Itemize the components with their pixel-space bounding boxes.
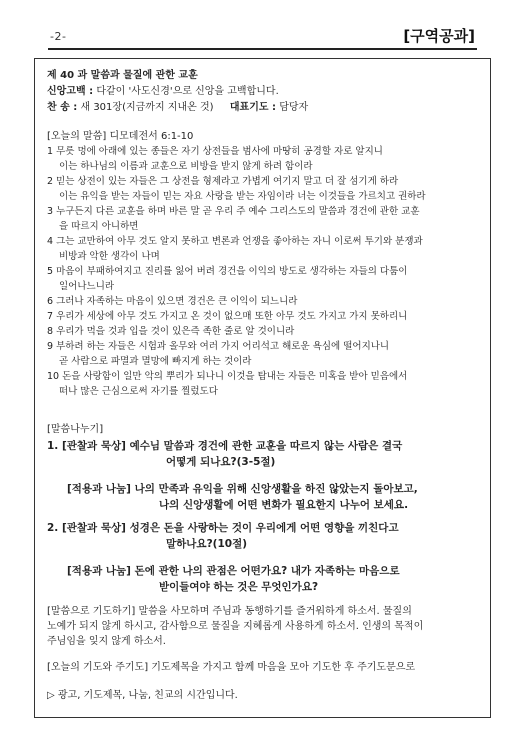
section-tag: [구역공과]	[403, 27, 475, 45]
verse-line: 떠나 많은 근심으로써 자기를 찔렀도다	[59, 386, 218, 397]
prayer-text-2: 노예가 되지 않게 하시고, 감사함으로 물질을 지혜롭게 사용하게 하소서. 인생의 목적이	[47, 621, 424, 632]
a2-text-cont: 받이들여야 하는 것은 무엇인가요?	[159, 581, 319, 593]
q1-label: 1. [관찰과 묵상]	[47, 440, 126, 452]
a1-text: 나의 만족과 유익을 위해 신앙생활을 하진 않았는지 돌아보고,	[134, 483, 418, 495]
today-prayer-heading: [오늘의 기도와 주기도]	[47, 662, 149, 673]
prayer-section	[47, 605, 412, 619]
header-divider	[48, 48, 477, 50]
page-number: -2-	[50, 30, 67, 43]
answer-2	[67, 564, 400, 578]
verse-line: 이는 하나님의 이름과 교훈으로 비방을 받지 않게 하려 함이라	[59, 161, 313, 172]
q1-text-cont: 어떻게 되나요?(3-5절)	[166, 456, 276, 468]
verse-line: 8 우리가 먹을 것과 입을 것이 있은즉 족한 줄로 알 것이니라	[47, 326, 295, 337]
verse-line: 4 그는 교만하여 아무 것도 알지 못하고 변론과 언쟁을 좋아하는 자니 이로써 투기와 분쟁과	[47, 236, 423, 247]
hymn-label: 찬 송 :	[47, 102, 78, 113]
today-prayer-text: 기도제목을 가지고 함께 마음을 모아 기도한 후 주기도문으로	[151, 662, 416, 673]
lesson-box	[34, 58, 491, 718]
a2-text: 돈에 관한 나의 관점은 어떤가요? 내가 자족하는 마음으로	[134, 565, 400, 577]
hymn-row	[47, 101, 308, 115]
verse-line: 10 돈을 사랑함이 일만 악의 뿌리가 되나니 이것을 탐내는 자들은 미혹을 받아 믿음에서	[47, 371, 408, 382]
verse-line: 5 마음이 부패하여지고 진리를 잃어 버려 경건을 이익의 방도로 생각하는 자들의 다툼이	[47, 266, 408, 277]
a2-label: [적용과 나눔]	[67, 565, 131, 577]
q2-text: 성경은 돈을 사랑하는 것이 우리에게 어떤 영향을 끼친다고	[129, 522, 399, 534]
hymn-text: 새 301장(지금까지 지내온 것)	[80, 102, 214, 113]
confession-row	[47, 85, 279, 99]
prayer-heading: [말씀으로 기도하기]	[47, 606, 136, 617]
verse-line: 2 믿는 상전이 있는 자들은 그 상전을 형제라고 가볍게 여기지 말고 더 잘 섬기게 하라	[47, 176, 399, 187]
verse-line: 6 그러나 자족하는 마음이 있으면 경건은 큰 이익이 되느니라	[47, 296, 298, 307]
announcement: ▷ 광고, 기도제목, 나눔, 친교의 시간입니다.	[47, 690, 238, 701]
lesson-title: 제 40 과 말씀과 물질에 관한 교훈	[47, 70, 198, 81]
confession-text: 다같이 '사도신경'으로 신앙을 고백합니다.	[96, 86, 279, 97]
scripture-heading-row	[47, 130, 193, 144]
question-1	[47, 439, 402, 453]
verse-line: 을 따르지 아니하면	[59, 221, 139, 232]
a1-text-cont: 나의 신앙생활에 어떤 변화가 필요한지 나누어 보세요.	[159, 499, 409, 511]
verse-line: 비방과 악한 생각이 나며	[59, 251, 160, 262]
verse-line: 7 우리가 세상에 아무 것도 가지고 온 것이 없으매 또한 아무 것도 가지고 가지 못하리니	[47, 311, 408, 322]
prayer-text-1: 말씀을 사모하며 주님과 동행하기를 즐거워하게 하소서. 물질의	[138, 606, 412, 617]
verse-line: 9 부하려 하는 자들은 시험과 올무와 여러 가지 어리석고 해로운 욕심에 떨어지나니	[47, 341, 390, 352]
today-prayer-row	[47, 661, 415, 675]
q2-label: 2. [관찰과 묵상]	[47, 522, 126, 534]
prayer-text-3: 주님임을 잊지 않게 하소서.	[47, 636, 166, 647]
verse-line: 곧 사람으로 파멸과 멸망에 빠지게 하는 것이라	[59, 356, 252, 367]
verse-line: 1 무릇 멍에 아래에 있는 종들은 자기 상전들을 범사에 마땅히 공경할 자로 알지니	[47, 146, 383, 157]
sharing-heading: [말씀나누기]	[47, 424, 104, 435]
confession-label: 신앙고백 :	[47, 86, 94, 97]
prayer-label: 대표기도 :	[229, 102, 277, 113]
q2-text-cont: 말하나요?(10절)	[166, 538, 248, 550]
verse-line: 3 누구든지 다른 교훈을 하며 바른 말 곧 우리 주 예수 그리스도의 말씀과 경건에 관한 교훈	[47, 206, 420, 217]
scripture-reference: 디모데전서 6:1-10	[109, 131, 194, 142]
verse-line: 일어나느니라	[59, 281, 115, 292]
answer-1	[67, 482, 418, 496]
a1-label: [적용과 나눔]	[67, 483, 131, 495]
prayer-text: 담당자	[279, 102, 309, 113]
scripture-heading: [오늘의 말씀]	[47, 131, 107, 142]
q1-text: 예수님 말씀과 경건에 관한 교훈을 따르지 않는 사람은 결국	[129, 440, 403, 452]
question-2	[47, 521, 399, 535]
verse-line: 이는 유익을 받는 자들이 믿는 자요 사랑을 받는 자임이라 너는 이것들을 가르치고 권하라	[59, 191, 426, 202]
